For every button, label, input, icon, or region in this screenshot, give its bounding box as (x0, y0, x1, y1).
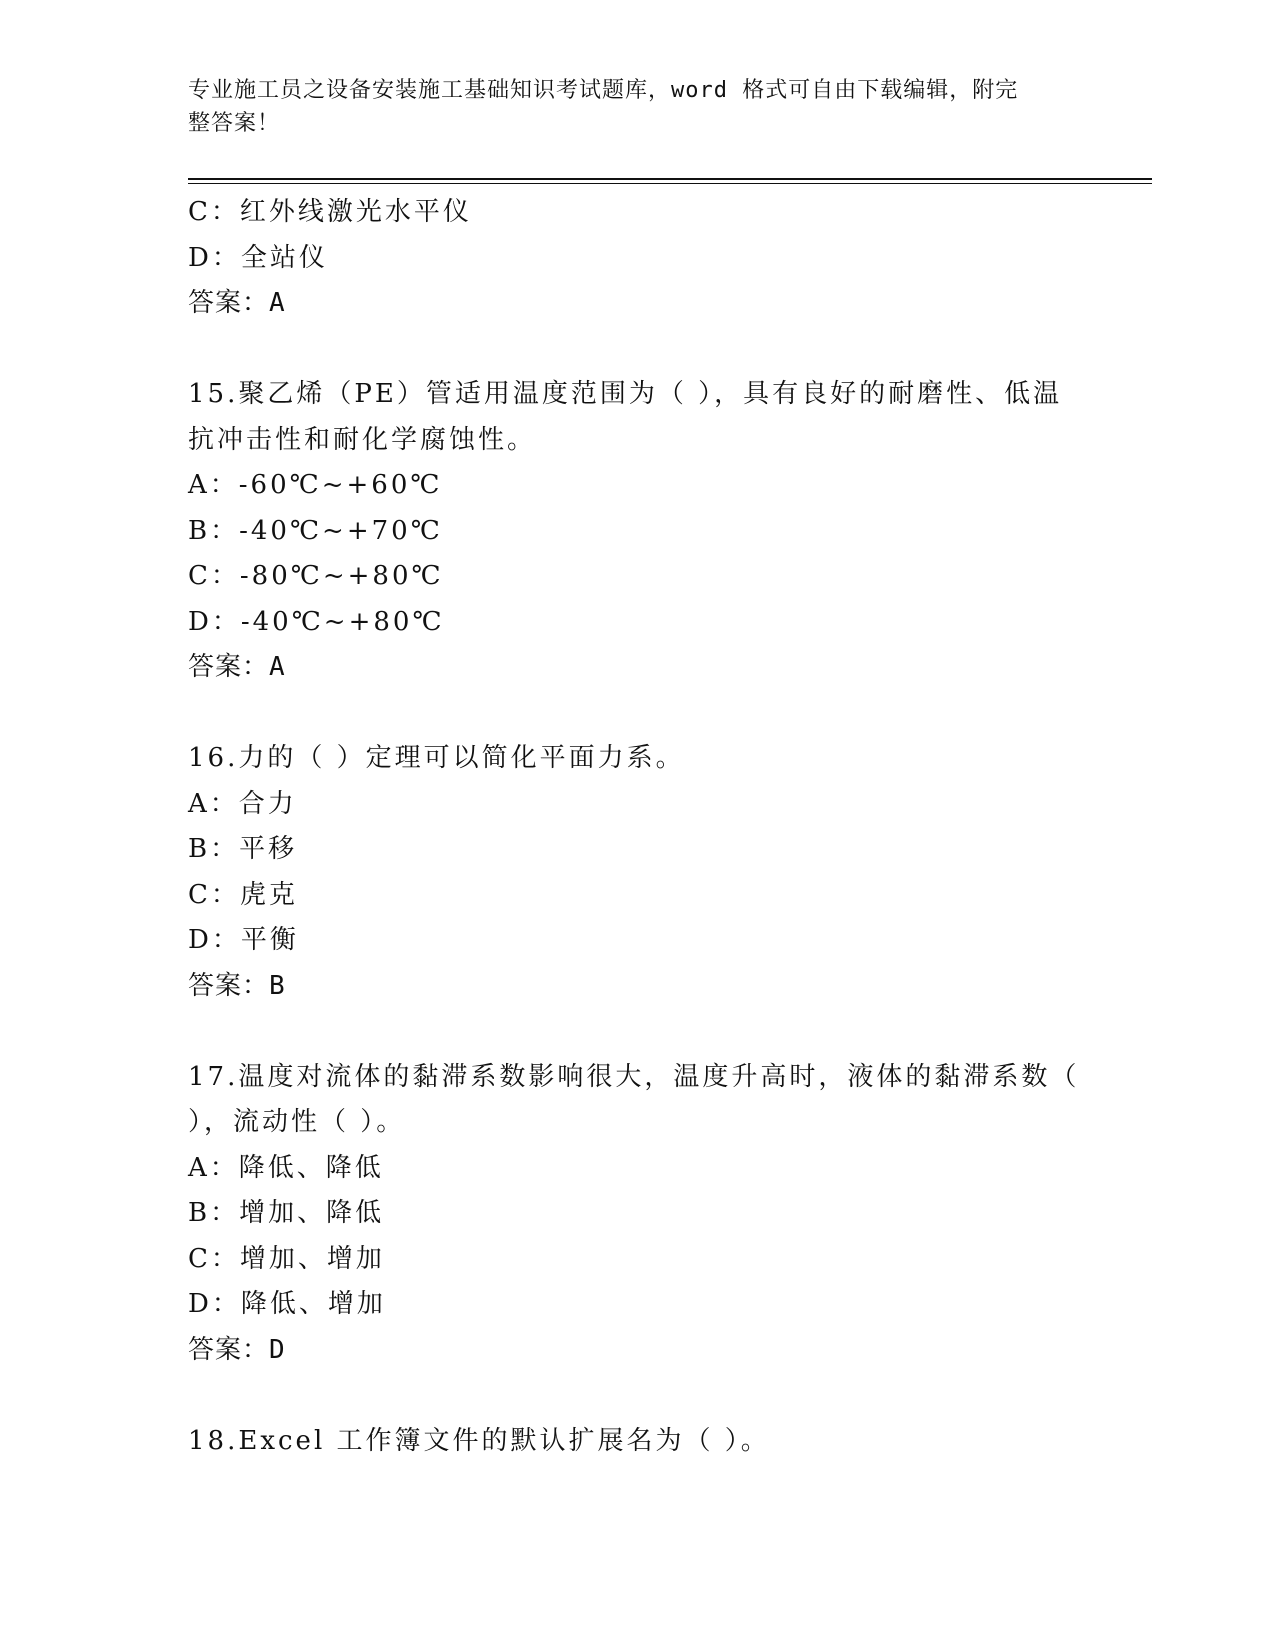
option-c: C：红外线激光水平仪 (188, 197, 472, 227)
question-17 (188, 1055, 1088, 1374)
header-title-line-2: 整答案！ (188, 111, 281, 136)
option-d: D：-40℃~+80℃ (188, 606, 445, 637)
option-b: B：平移 (188, 834, 298, 864)
answer-label: 答案：A (188, 652, 286, 682)
answer-label: 答案：B (188, 970, 286, 1001)
option-b: B：增加、降低 (188, 1198, 385, 1228)
option-c: C：增加、增加 (188, 1243, 385, 1274)
question-18 (188, 1419, 1088, 1465)
option-d: D：全站仪 (188, 242, 328, 273)
question-spacer (188, 1009, 1088, 1055)
option-c: C：-80℃~+80℃ (188, 561, 444, 591)
option-a: A：降低、降低 (188, 1152, 384, 1183)
header-divider-thin (188, 183, 1152, 184)
question-15 (188, 372, 1088, 691)
option-a: A：合力 (188, 788, 297, 819)
question-stem-line-2: ），流动性（ ）。 (188, 1107, 406, 1137)
question-stem-line-1: 18.Excel 工作簿文件的默认扩展名为（ ）。 (188, 1425, 770, 1456)
question-spacer (188, 327, 1088, 373)
question-spacer (188, 1373, 1088, 1419)
question-stem-line-1: 15.聚乙烯（PE）管适用温度范围为（ ），具有良好的耐磨性、低温 (188, 379, 1063, 409)
question-16 (188, 736, 1088, 1009)
question-14-continued (188, 190, 1088, 327)
question-stem-line-1: 17.温度对流体的黏滞系数影响很大，温度升高时，液体的黏滞系数（ (188, 1061, 1080, 1092)
header-divider-thick (188, 178, 1152, 180)
option-d: D：平衡 (188, 925, 299, 955)
question-spacer (188, 691, 1088, 737)
question-stem-line-2: 抗冲击性和耐化学腐蚀性。 (188, 424, 537, 455)
option-b: B：-40℃~+70℃ (188, 515, 443, 546)
answer-label: 答案：A (188, 288, 286, 318)
option-c: C：虎克 (188, 879, 298, 910)
question-stem-line-1: 16.力的（ ）定理可以简化平面力系。 (188, 743, 685, 773)
option-a: A：-60℃~+60℃ (188, 470, 443, 500)
header-title-line-1: 专业施工员之设备安装施工基础知识考试题库，word 格式可自由下载编辑，附完 (188, 78, 1019, 103)
option-d: D：降低、增加 (188, 1289, 386, 1319)
document-header (188, 74, 1068, 140)
answer-label: 答案：D (188, 1334, 286, 1365)
question-list (188, 190, 1088, 1464)
